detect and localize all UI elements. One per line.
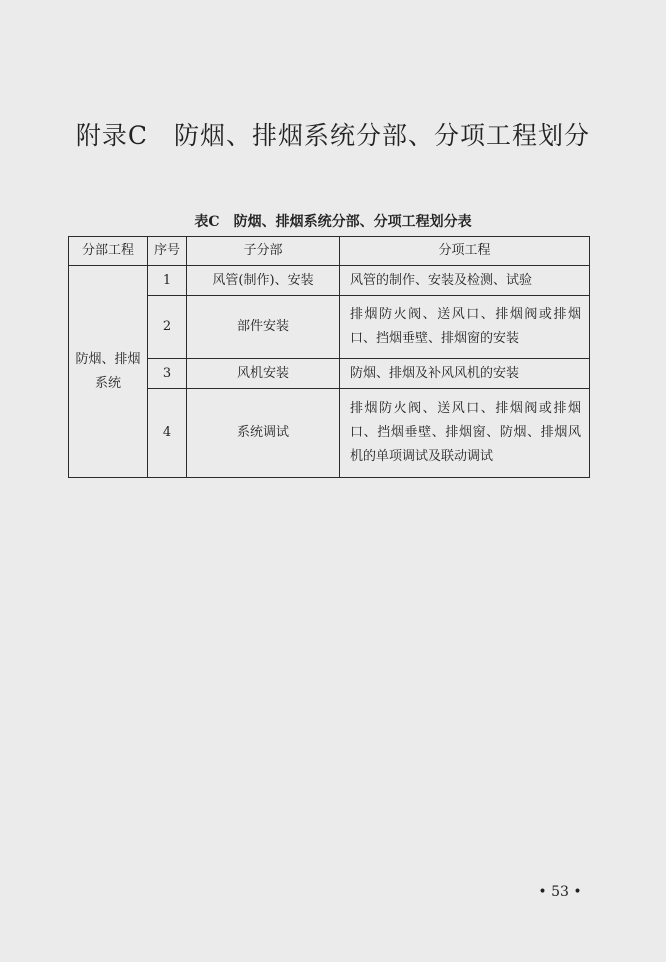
page-title: 附录C 防烟、排烟系统分部、分项工程划分 [75, 121, 591, 150]
row-items: 风管的制作、安装及检测、试验 [340, 266, 590, 296]
row-items: 防烟、排烟及补风风机的安装 [340, 359, 590, 389]
row-subdivision: 风机安装 [187, 359, 340, 389]
header-items: 分项工程 [340, 237, 590, 266]
row-subdivision: 系统调试 [187, 389, 340, 478]
row-items: 排烟防火阀、送风口、排烟阀或排烟口、挡烟垂壁、排烟窗、防烟、排烟风机的单项调试及联动调试 [340, 389, 590, 478]
table-row [69, 296, 590, 359]
header-division: 分部工程 [69, 237, 148, 266]
division-group-cell: 防烟、排烟系统 [69, 266, 148, 478]
row-subdivision: 风管(制作)、安装 [187, 266, 340, 296]
table-caption: 表C 防烟、排烟系统分部、分项工程划分表 [194, 214, 472, 230]
table-row [69, 359, 590, 389]
row-number: 2 [148, 296, 187, 359]
header-number: 序号 [148, 237, 187, 266]
page-number: • 53 • [538, 884, 582, 900]
row-number: 3 [148, 359, 187, 389]
row-number: 1 [148, 266, 187, 296]
header-subdivision: 子分部 [187, 237, 340, 266]
row-items: 排烟防火阀、送风口、排烟阀或排烟口、挡烟垂壁、排烟窗的安装 [340, 296, 590, 359]
row-subdivision: 部件安装 [187, 296, 340, 359]
table-row [69, 266, 590, 296]
table-row [69, 389, 590, 478]
division-table [68, 236, 590, 478]
table-header-row [69, 237, 590, 266]
row-number: 4 [148, 389, 187, 478]
